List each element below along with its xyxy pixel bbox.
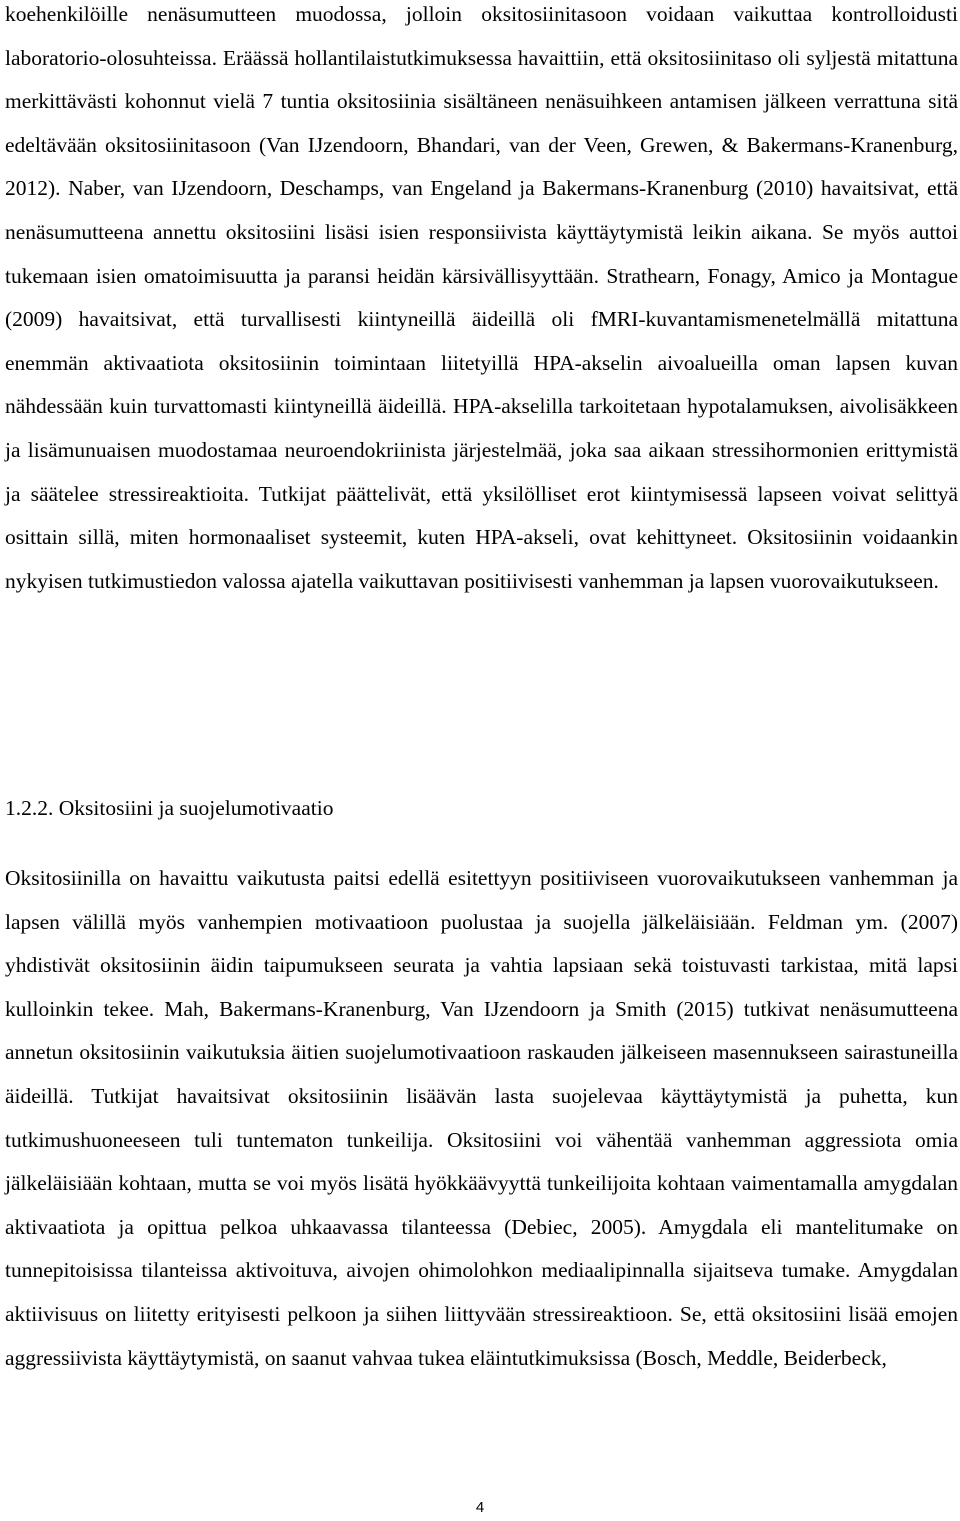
body-paragraph: Oksitosiinilla on havaittu vaikutusta paitsi edellä esitettyyn positiiviseen vuorovaikutukseen vanhemman ja lapsen välillä myös vanhempien motivaatioon puolustaa ja suojella jälkeläisiään. Feldman ym. (2007) yhdistivät oksitosiinin äidin taipumukseen seurata ja vahtia lapsiaan sekä toistuvasti tarkistaa, mitä lapsi kulloinkin tekee. Mah, Bakermans-Kranenburg, Van IJzendoorn ja Smith (2015) tutkivat nenäsumutteena annetun oksitosiinin vaikutuksia äitien suojelumotivaatioon raskauden jälkeiseen masennukseen sairastuneilla äideillä. Tutkijat havaitsivat oksitosiinin lisäävän lasta suojelevaa käyttäytymistä ja puhetta, kun tutkimushuoneeseen tuli tuntematon tunkeilija. Oksitosiini voi vähentää vanhemman aggressiota omia jälkeläisiään kohtaan, mutta se voi myös lisätä hyökkäävyyttä tunkeilijoita kohtaan vaimentamalla amygdalan aktivaatiota ja opittua pelkoa uhkaavassa tilanteessa (Debiec, 2005). Amygdala eli mantelitumake on tunnepitoisissa tilanteissa aktivoituva, aivojen ohimolohkon mediaalipinnalla sijaitseva tumake. Amygdalan aktiivisuus on liitetty erityisesti pelkoon ja siihen liittyvään stressireaktioon. Se, että oksitosiini lisää emojen aggressiivista käyttäytymistä, on saanut vahvaa tukea eläintutkimuksissa (Bosch, Meddle, Beiderbeck,: [5, 866, 958, 1370]
body-paragraph: koehenkilöille nenäsumutteen muodossa, jolloin oksitosiinitasoon voidaan vaikuttaa kontrolloidusti laboratorio-olosuhteissa. Eräässä hollantilaistutkimuksessa havaittiin, että oksitosiinitaso oli syljestä mitattuna merkittävästi kohonnut vielä 7 tuntia oksitosiinia sisältäneen nenäsuihkeen antamisen jälkeen verrattuna sitä edeltävään oksitosiinitasoon (Van IJzendoorn, Bhandari, van der Veen, Grewen, & Bakermans-Kranenburg, 2012). Naber, van IJzendoorn, Deschamps, van Engeland ja Bakermans-Kranenburg (2010) havaitsivat, että nenäsumutteena annettu oksitosiini lisäsi isien responsiivista käyttäytymistä leikin aikana. Se myös auttoi tukemaan isien omatoimisuutta ja paransi heidän kärsivällisyyttään. Strathearn, Fonagy, Amico ja Montague (2009) havaitsivat, että turvallisesti kiintyneillä äideillä oli fMRI-kuvantamismenetelmällä mitattuna enemmän aktivaatiota oksitosiinin toimintaan liitetyillä HPA-akselin aivoalueilla oman lapsen kuvan nähdessään kuin turvattomasti kiintyneillä äideillä. HPA-akselilla tarkoitetaan hypotalamuksen, aivolisäkkeen ja lisämunuaisen muodostamaa neuroendokriinista järjestelmää, joka saa aikaan stressihormonien erittymistä ja säätelee stressireaktioita. Tutkijat päättelivät, että yksilölliset erot kiintymisessä lapseen voivat selittyä osittain sillä, miten hormonaaliset systeemit, kuten HPA-akseli, ovat kehittyneet. Oksitosiinin voidaankin nykyisen tutkimustiedon valossa ajatella vaikuttavan positiivisesti vanhemman ja lapsen vuorovaikutukseen.: [5, 2, 958, 593]
page-number: 4: [475, 1499, 485, 1516]
section-heading: 1.2.2. Oksitosiini ja suojelumotivaatio: [5, 796, 334, 820]
